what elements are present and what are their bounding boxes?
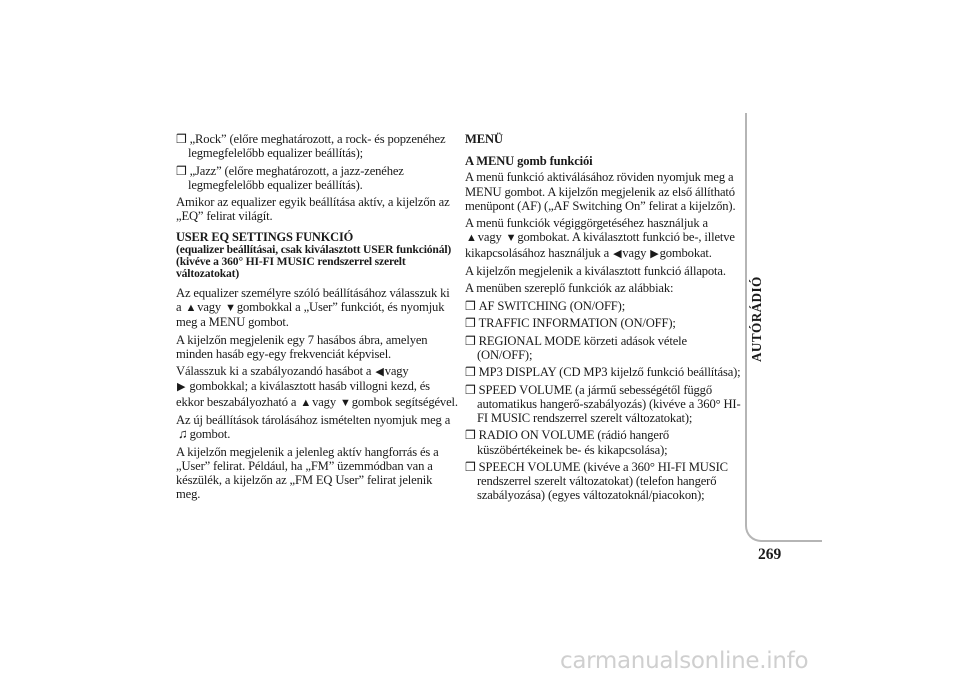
menu-item-text: REGIONAL MODE körzeti adások vétele (ON/OFF); — [477, 333, 687, 362]
left-column — [176, 132, 458, 505]
menu-item — [465, 316, 743, 330]
menu-paragraph-3: A kijelzőn megjelenik a kiválasztott funkció állapota. — [465, 264, 726, 278]
checkbox-icon: ❒ — [465, 459, 476, 474]
music-note-icon: ♫ — [178, 426, 188, 442]
bullet-jazz — [176, 164, 458, 192]
checkbox-icon: ❒ — [465, 365, 476, 380]
down-arrow-icon: ▼ — [505, 232, 517, 245]
up-arrow-icon: ▲ — [300, 396, 312, 409]
subheading-line-1: (equalizer beállításai, csak kiválasztott USER funkciónál) — [176, 242, 452, 256]
page-number: 269 — [758, 546, 782, 563]
menu-item-text: AF SWITCHING (ON/OFF); — [478, 298, 626, 313]
up-arrow-icon: ▲ — [185, 302, 197, 315]
right-arrow-icon: ▶ — [177, 381, 186, 394]
menu-item — [465, 460, 743, 503]
section-tab-label: AUTÓRÁDIÓ — [749, 276, 764, 362]
right-column — [465, 132, 743, 506]
menu-item-text: SPEED VOLUME (a jármű sebességétől függő automatikus hangerő-szabályozás) (kivéve a 360° HI-FI MUSIC rendszerrel szerelt változatokat); — [477, 382, 741, 425]
right-arrow-icon: ▶ — [650, 247, 659, 260]
menu-item-text: MP3 DISPLAY (CD MP3 kijelző funkció beállítása); — [478, 365, 741, 380]
menu-item — [465, 428, 743, 456]
text: gombokkal; a kiválasztott hasáb villogni kezd, és ekkor beszabályozható a — [176, 379, 430, 409]
menu-item — [465, 365, 743, 379]
menu-item-text: TRAFFIC INFORMATION (ON/OFF); — [478, 316, 676, 331]
text: gombot. — [189, 427, 231, 442]
user-eq-paragraph-2: A kijelzőn megjelenik egy 7 hasábos ábra, amelyen minden hasáb egy-egy frekvenciát képvisel. — [176, 332, 428, 361]
watermark: carmanualsonline.info — [560, 648, 809, 674]
checkbox-icon: ❒ — [176, 163, 187, 178]
left-arrow-icon: ◀ — [613, 247, 622, 260]
text: vagy — [477, 230, 502, 245]
text: gombok segítségével. — [351, 394, 458, 409]
user-eq-paragraph-3 — [176, 364, 458, 410]
text: vagy — [622, 245, 647, 260]
user-eq-paragraph-4 — [176, 413, 458, 441]
down-arrow-icon: ▼ — [339, 396, 351, 409]
text: gombokat. A kiválasztott funkció be-, illetve kikapcsolásához használjuk a — [465, 230, 735, 260]
menu-item-text: SPEECH VOLUME (kivéve a 360° HI-FI MUSIC rendszerrel szerelt változatokat) (telefon hangerő szabályozása) (egyes változatoknál/piacokon); — [477, 459, 728, 503]
text: gombokat. — [659, 245, 712, 260]
text: vagy — [197, 300, 222, 315]
text: A menü funkciók végiggörgetéséhez használjuk a — [465, 216, 708, 231]
menu-item-text: RADIO ON VOLUME (rádió hangerő küszöbértékeinek be- és kikapcsolása); — [477, 428, 670, 457]
left-arrow-icon: ◀ — [375, 366, 384, 379]
user-eq-paragraph-1 — [176, 286, 458, 330]
checkbox-icon: ❒ — [465, 382, 476, 397]
checkbox-icon: ❒ — [465, 298, 476, 313]
menu-item — [465, 334, 743, 362]
bullet-rock — [176, 132, 458, 160]
eq-active-paragraph: Amikor az equalizer egyik beállítása aktív, a kijelzőn az „EQ” felirat világít. — [176, 195, 450, 224]
text: Az equalizer személyre szóló beállításához válasszuk ki a — [176, 285, 450, 315]
checkbox-icon: ❒ — [465, 428, 476, 443]
text: vagy — [384, 364, 409, 379]
checkbox-icon: ❒ — [176, 132, 187, 146]
text: gombokkal a „User” funkciót, és nyomjuk meg a MENU gombot. — [176, 300, 445, 330]
menu-paragraph-4: A menüben szereplő funkciók az alábbiak: — [465, 281, 674, 296]
checkbox-icon: ❒ — [465, 316, 476, 331]
user-eq-subheading — [176, 244, 458, 281]
bullet-rock-text: „Rock” (előre meghatározott, a rock- és popzenéhez legmegfelelőbb equalizer beállítás); — [188, 132, 446, 161]
menu-item — [465, 383, 743, 426]
menu-subheading: A MENU gomb funkciói — [465, 154, 593, 169]
checkbox-icon: ❒ — [465, 333, 476, 348]
user-eq-paragraph-5: A kijelzőn megjelenik a jelenleg aktív hangforrás és a „User” felirat. Például, ha „FM” üzemmódban van a készülék, a kijelzőn az „FM EQ User” felirat jelenik meg. — [176, 444, 439, 502]
menu-item — [465, 299, 743, 313]
user-eq-heading: USER EQ SETTINGS FUNKCIÓ — [176, 229, 354, 244]
menu-paragraph-2 — [465, 216, 743, 261]
text: Válasszuk ki a szabályozandó hasábot a — [176, 364, 372, 379]
text: Az új beállítások tárolásához ismételten nyomjuk meg a — [176, 413, 451, 427]
menu-heading: MENÜ — [465, 132, 503, 146]
subheading-line-2: (kivéve a 360° HI-FI MUSIC rendszerrel szerelt változatokat) — [176, 255, 406, 281]
up-arrow-icon: ▲ — [466, 232, 477, 245]
bullet-jazz-text: „Jazz” (előre meghatározott, a jazz-zenéhez legmegfelelőbb equalizer beállítás). — [188, 163, 404, 192]
menu-paragraph-1: A menü funkció aktiválásához röviden nyomjuk meg a MENU gombot. A kijelzőn megjelenik az első állítható menüpont (AF) („AF Switching On” felirat a kijelzőn). — [465, 170, 736, 213]
down-arrow-icon: ▼ — [225, 302, 236, 315]
text: vagy — [312, 394, 336, 409]
